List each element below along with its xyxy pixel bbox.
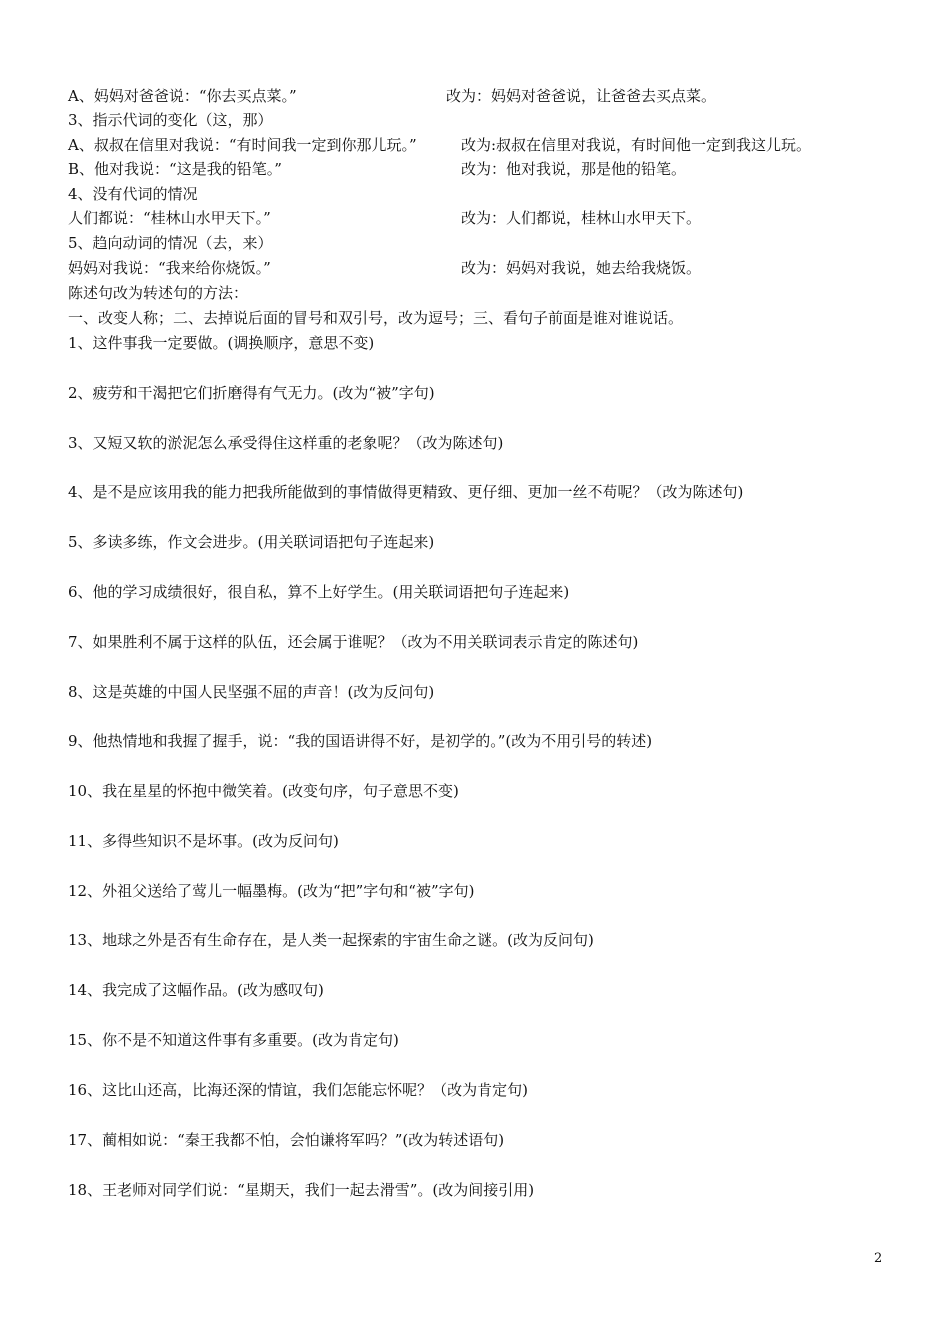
method-title: 陈述句改为转述句的方法： [68, 284, 249, 302]
exercise-item: 12、外祖父送给了莺儿一幅墨梅。(改为“把”字句和“被”字句) [68, 882, 475, 900]
exercise-item: 15、你不是不知道这件事有多重要。(改为肯定句) [68, 1031, 399, 1049]
exercise-item: 13、地球之外是否有生命存在，是人类一起探索的宇宙生命之谜。(改为反问句) [68, 931, 594, 949]
example-3a-right: 改为:叔叔在信里对我说，有时间他一定到我这儿玩。 [461, 136, 812, 154]
example-3b-right: 改为：他对我说，那是他的铅笔。 [461, 160, 687, 178]
exercise-item: 2、疲劳和干渴把它们折磨得有气无力。(改为“被”字句) [68, 384, 435, 402]
example-a-left: A、妈妈对爸爸说：“你去买点菜。” [68, 87, 297, 105]
example-4-right: 改为：人们都说，桂林山水甲天下。 [461, 209, 702, 227]
example-a-right: 改为：妈妈对爸爸说，让爸爸去买点菜。 [446, 87, 717, 105]
exercise-item: 9、他热情地和我握了握手，说：“我的国语讲得不好，是初学的。”(改为不用引号的转述) [68, 732, 653, 750]
example-4-left: 人们都说：“桂林山水甲天下。” [68, 209, 271, 227]
exercise-item: 10、我在星星的怀抱中微笑着。(改变句序，句子意思不变) [68, 782, 459, 800]
exercise-item: 8、这是英雄的中国人民坚强不屈的声音！(改为反问句) [68, 683, 435, 701]
example-5-right: 改为：妈妈对我说，她去给我烧饭。 [461, 259, 702, 277]
exercise-item: 7、如果胜利不属于这样的队伍，还会属于谁呢？（改为不用关联词表示肯定的陈述句) [68, 633, 639, 651]
method-text: 一、改变人称；二、去掉说后面的冒号和双引号，改为逗号；三、看句子前面是谁对谁说话。 [68, 309, 684, 327]
example-5-left: 妈妈对我说：“我来给你烧饭。” [68, 259, 271, 277]
exercise-item: 4、是不是应该用我的能力把我所能做到的事情做得更精致、更仔细、更加一丝不苟呢？（改为陈述句) [68, 483, 744, 501]
exercise-item: 18、王老师对同学们说：“星期天，我们一起去滑雪”。(改为间接引用) [68, 1181, 535, 1199]
exercise-item: 17、蔺相如说：“秦王我都不怕，会怕谦将军吗？”(改为转述语句) [68, 1131, 505, 1149]
page-number: 2 [874, 1251, 883, 1266]
exercise-item: 16、这比山还高，比海还深的情谊，我们怎能忘怀呢？（改为肯定句) [68, 1081, 528, 1099]
example-3b-left: B、他对我说：“这是我的铅笔。” [68, 160, 282, 178]
exercise-item: 14、我完成了这幅作品。(改为感叹句) [68, 981, 324, 999]
exercise-item: 1、这件事我一定要做。(调换顺序，意思不变) [68, 334, 375, 352]
exercise-item: 11、多得些知识不是坏事。(改为反问句) [68, 832, 339, 850]
exercise-item: 3、又短又软的淤泥怎么承受得住这样重的老象呢？（改为陈述句) [68, 434, 504, 452]
heading-directional-verb: 5、趋向动词的情况（去，来） [68, 234, 273, 252]
heading-no-pronoun: 4、没有代词的情况 [68, 185, 198, 203]
exercise-item: 6、他的学习成绩很好，很自私，算不上好学生。(用关联词语把句子连起来) [68, 583, 570, 601]
exercise-item: 5、多读多练，作文会进步。(用关联词语把句子连起来) [68, 533, 435, 551]
heading-demonstrative-pronoun: 3、指示代词的变化（这，那） [68, 111, 273, 129]
example-3a-left: A、叔叔在信里对我说：“有时间我一定到你那儿玩。” [68, 136, 417, 154]
